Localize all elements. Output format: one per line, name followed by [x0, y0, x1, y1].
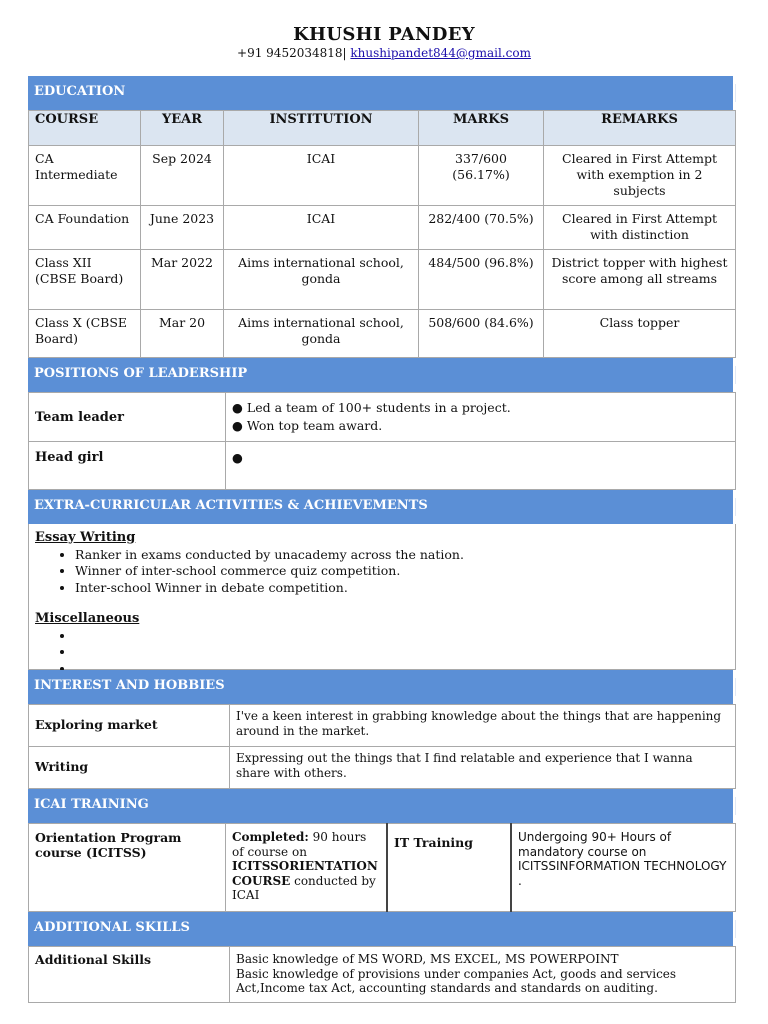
year-cell: June 2023 [141, 206, 224, 250]
remarks-cell: Cleared in First Attempt with distinction [544, 206, 736, 250]
skills-line: Basic knowledge of MS WORD, MS EXCEL, MS POWERPOINT [236, 952, 619, 966]
skills-line: Basic knowledge of provisions under companies Act, goods and services Act,Income tax Act, accounting standards and standards on auditing. [236, 966, 677, 995]
table-row [29, 705, 736, 747]
role-cell: Head girl [29, 442, 226, 490]
year-cell: Mar 20 [141, 310, 224, 358]
skills-value [230, 947, 736, 1003]
marks-cell: 282/400 (70.5%) [419, 206, 544, 250]
essay-list [35, 547, 729, 597]
institution-cell: ICAI [224, 206, 419, 250]
list-item [75, 628, 729, 645]
contact-line [0, 46, 768, 60]
table-row [29, 250, 736, 310]
year-cell: Sep 2024 [141, 146, 224, 206]
list-item: • Inter-school Winner in debate competition. [75, 580, 729, 597]
extracurricular-box [28, 524, 736, 670]
marks-cell: 337/600 (56.17%) [419, 146, 544, 206]
education-header-row [29, 111, 736, 146]
list-item: ● [232, 450, 243, 465]
course-cell: Class X (CBSE Board) [29, 310, 141, 358]
resume-body [28, 76, 736, 1003]
table-row [29, 146, 736, 206]
completed-course: ICITSSORIENTATION COURSE [232, 859, 378, 888]
course-cell: CA Intermediate [29, 146, 141, 206]
email-link[interactable]: khushipandet844@gmail.com [350, 46, 531, 60]
marks-cell: 484/500 (96.8%) [419, 250, 544, 310]
course-cell: Class XII (CBSE Board) [29, 250, 141, 310]
completed-label: Completed: [232, 830, 309, 844]
table-row [29, 947, 736, 1003]
essay-heading: Essay Writing [35, 530, 136, 545]
it-training-label: IT Training [387, 824, 511, 912]
interest-key: Writing [29, 747, 230, 789]
table-row [29, 442, 736, 490]
table-row [29, 310, 736, 358]
orientation-label: Orientation Program course (ICITSS) [29, 824, 226, 912]
table-row [29, 824, 736, 912]
completed-text: 90 hours of course on [232, 830, 367, 859]
it-training-detail: Undergoing 90+ Hours of mandatory course on ICITSSINFORMATION TECHNOLOGY . [511, 824, 736, 912]
interest-value: Expressing out the things that I find relatable and experience that I wanna share with others. [230, 747, 736, 789]
institution-cell: Aims international school, gonda [224, 310, 419, 358]
list-item [75, 644, 729, 661]
table-row [29, 747, 736, 789]
orientation-detail [226, 824, 388, 912]
list-item: ● Led a team of 100+ students in a project. [232, 400, 511, 415]
column-header-remarks: REMARKS [544, 111, 736, 146]
interests-section-header: INTEREST AND HOBBIES [28, 670, 736, 704]
list-item: • Winner of inter-school commerce quiz competition. [75, 563, 729, 580]
phone-number: +91 9452034818| [237, 46, 347, 60]
column-header-course: COURSE [29, 111, 141, 146]
points-cell [226, 393, 736, 442]
column-header-year: YEAR [141, 111, 224, 146]
table-row [29, 393, 736, 442]
education-section-header: EDUCATION [28, 76, 736, 110]
skills-table [28, 946, 736, 1003]
completed-text-end: conducted by ICAI [232, 873, 376, 902]
misc-heading: Miscellaneous [35, 611, 140, 626]
interest-key: Exploring market [29, 705, 230, 747]
institution-cell: ICAI [224, 146, 419, 206]
remarks-cell: District topper with highest score among all streams [544, 250, 736, 310]
institution-cell: Aims international school, gonda [224, 250, 419, 310]
points-cell [226, 442, 736, 490]
column-header-institution: INSTITUTION [224, 111, 419, 146]
candidate-name: KHUSHI PANDEY [293, 24, 475, 45]
course-cell: CA Foundation [29, 206, 141, 250]
marks-cell: 508/600 (84.6%) [419, 310, 544, 358]
interests-table [28, 704, 736, 789]
education-table [28, 110, 736, 358]
leadership-section-header: POSITIONS OF LEADERSHIP [28, 358, 736, 392]
remarks-cell: Cleared in First Attempt with exemption in 2 subjects [544, 146, 736, 206]
training-table [28, 823, 736, 912]
leadership-table [28, 392, 736, 490]
column-header-marks: MARKS [419, 111, 544, 146]
skills-label: Additional Skills [29, 947, 230, 1003]
skills-section-header: ADDITIONAL SKILLS [28, 912, 736, 946]
list-item: ● Won top team award. [232, 418, 383, 433]
role-cell: Team leader [29, 393, 226, 442]
training-section-header: ICAI TRAINING [28, 789, 736, 823]
table-row [29, 206, 736, 250]
interest-value: I've a keen interest in grabbing knowledge about the things that are happening around in the market. [230, 705, 736, 747]
list-item: • Ranker in exams conducted by unacademy across the nation. [75, 547, 729, 564]
extracurricular-section-header: EXTRA-CURRICULAR ACTIVITIES & ACHIEVEMENTS [28, 490, 736, 524]
remarks-cell: Class topper [544, 310, 736, 358]
year-cell: Mar 2022 [141, 250, 224, 310]
